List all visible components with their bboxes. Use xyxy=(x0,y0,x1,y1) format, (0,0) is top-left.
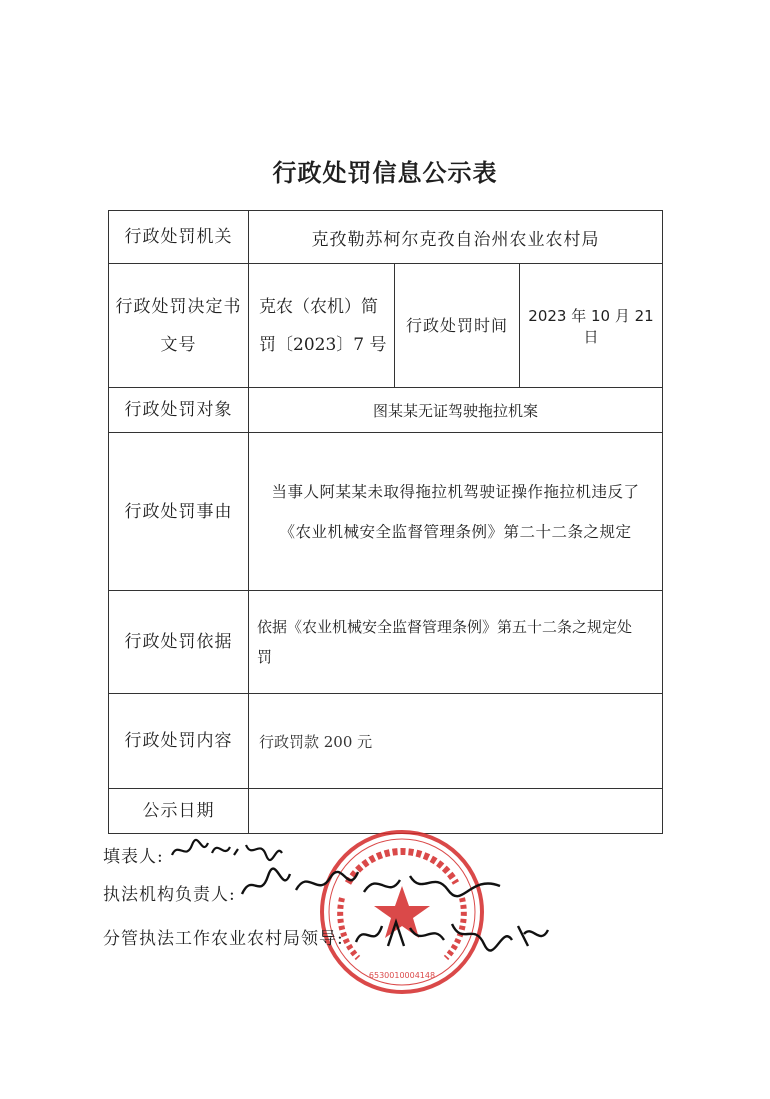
seal-number: 6530010004148 xyxy=(368,971,436,980)
decision-label xyxy=(109,264,249,387)
target-row xyxy=(109,388,662,433)
enforcer-label: 执法机构负责人: xyxy=(103,885,236,905)
agency-row xyxy=(109,211,662,264)
reason-line2: 《农业机械安全监督管理条例》第二十二条之规定 xyxy=(279,522,632,541)
time-label: 行政处罚时间 xyxy=(395,264,520,387)
reason-value xyxy=(249,433,662,590)
basis-line2: 罚 xyxy=(257,648,273,666)
decision-label-line1: 行政处罚决定书 xyxy=(115,296,242,317)
filler-signature xyxy=(168,835,288,865)
official-seal-stamp xyxy=(318,828,486,996)
content-value: 行政罚款 200 元 xyxy=(259,732,373,751)
basis-value xyxy=(249,591,662,693)
decision-label-line2: 文号 xyxy=(160,334,197,355)
decision-value xyxy=(249,264,395,387)
basis-line1: 依据《农业机械安全监督管理条例》第五十二条之规定处 xyxy=(257,618,633,636)
penalty-info-table xyxy=(108,210,663,834)
basis-label: 行政处罚依据 xyxy=(109,591,249,693)
publicdate-value xyxy=(249,789,662,833)
publicdate-label: 公示日期 xyxy=(109,789,249,833)
page-title: 行政处罚信息公示表 xyxy=(272,158,498,187)
publicdate-row xyxy=(109,789,662,833)
content-label: 行政处罚内容 xyxy=(109,694,249,788)
time-value: 2023 年 10 月 21 日 xyxy=(528,306,654,346)
filler-label: 填表人: xyxy=(103,847,164,867)
agency-value: 克孜勒苏柯尔克孜自治州农业农村局 xyxy=(311,229,600,250)
decision-row xyxy=(109,264,662,388)
decision-value-line2: 罚〔2023〕7 号 xyxy=(259,334,387,355)
reason-row xyxy=(109,433,662,591)
reason-line1: 当事人阿某某未取得拖拉机驾驶证操作拖拉机违反了 xyxy=(271,482,640,501)
agency-label: 行政处罚机关 xyxy=(109,211,249,263)
leader-signature xyxy=(352,916,552,956)
content-row xyxy=(109,694,662,789)
enforcer-signature xyxy=(238,866,508,906)
leader-label: 分管执法工作农业农村局领导: xyxy=(103,929,344,949)
reason-label: 行政处罚事由 xyxy=(109,433,249,590)
basis-row xyxy=(109,591,662,694)
target-value: 图某某无证驾驶拖拉机案 xyxy=(372,401,538,420)
target-label: 行政处罚对象 xyxy=(109,388,249,432)
decision-value-line1: 克农（农机）简 xyxy=(259,296,378,317)
